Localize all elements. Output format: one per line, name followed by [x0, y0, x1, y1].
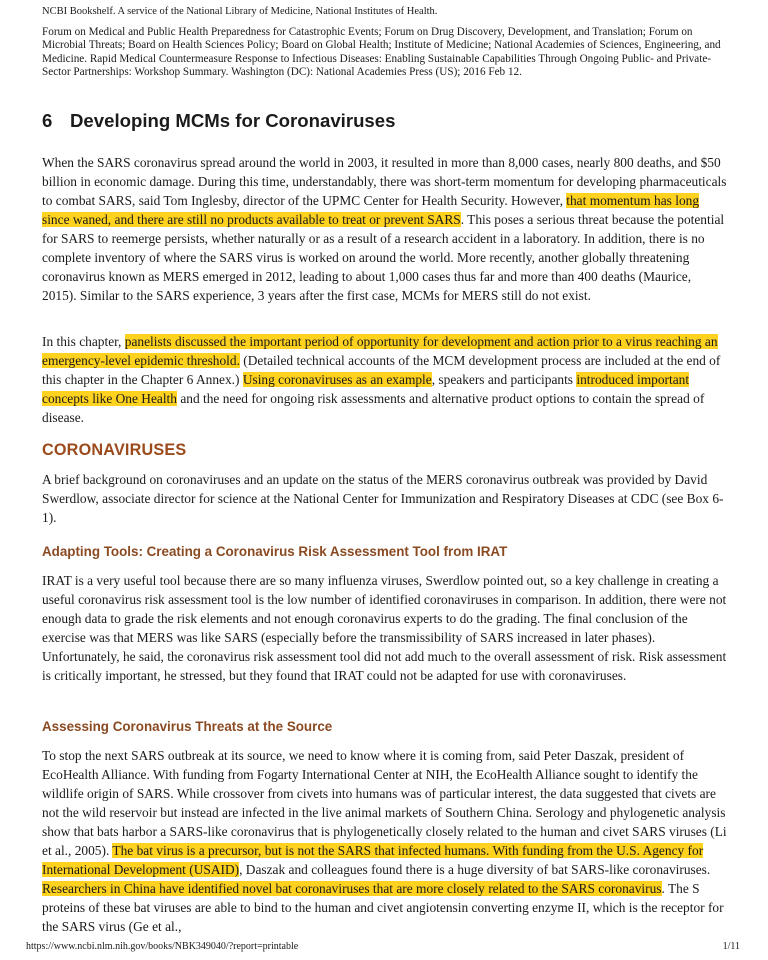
subheading-assessing-threats: Assessing Coronavirus Threats at the Source	[42, 719, 333, 734]
box-reference-link[interactable]: Box 6-1	[42, 491, 724, 525]
highlight: introduced important concepts like One Health	[42, 372, 690, 406]
text-run: In this chapter,	[42, 334, 125, 349]
text-run: To stop the next SARS outbreak at its source, we need to know where it is coming from, said Peter Daszak, president of EcoHealth Alliance. With funding from Fogarty International Center at NIH, the EcoHealth Alliance sought to identify the wildlife origin of SARS. While crossover from civets into humans was of particular interest, the data suggested that civets are not the wild reservoir but instead are infected in the live animal markets of Southern China. Serology and phylogenetic analysis show that bats harbor a SARS-like coronavirus that is phylogenetically closely related to the human and civet SARS viruses (	[42, 748, 726, 839]
text-run: ). Similar to the SARS experience, 3 years after the first case, MCMs for MERS still do not exist.	[68, 288, 591, 303]
highlight: Researchers in China have identified novel bat coronaviruses that are more closely related to the SARS coronavirus	[42, 881, 662, 896]
coronaviruses-paragraph	[42, 470, 728, 527]
text-run: ).	[101, 843, 113, 858]
intro-paragraph-1	[42, 153, 728, 305]
text-run: and the need for ongoing risk assessments and alternative product options to contain the spread of disease.	[42, 391, 705, 425]
chapter-title-text: Developing MCMs for Coronaviruses	[70, 110, 396, 131]
subheading-adapting-tools: Adapting Tools: Creating a Coronavirus Risk Assessment Tool from IRAT	[42, 544, 508, 559]
highlight: Using coronaviruses as an example	[242, 372, 432, 387]
chapter-title	[42, 110, 395, 132]
reference-link[interactable]: Li et al., 2005	[42, 824, 727, 858]
text-run: , speakers and participants	[431, 372, 577, 387]
text-run: . This poses a serious threat because the potential for SARS to reemerge persists, whether naturally or as a result of a research accident in a laboratory. In addition, there is no complete inventory of where the SARS virus is worked on around the world. More recently, another globally threatening coronavirus known as MERS emerged in 2012, leading to about 1,000 cases thus far and more than 400 deaths (	[42, 212, 725, 284]
section-heading-coronaviruses: CORONAVIRUSES	[42, 441, 187, 459]
ncbi-banner: NCBI Bookshelf. A service of the National Library of Medicine, National Institutes of Health.	[42, 6, 438, 17]
adapting-tools-paragraph: IRAT is a very useful tool because there are so many influenza viruses, Swerdlow pointed out, so a key challenge in creating a useful coronavirus risk assessment tool is the low number of identified coronaviruses in comparison. In addition, there were not enough data to grade the risk elements and not enough coronavirus experts to do the grading. The final conclusion of the exercise was that MERS was like SARS (especially before the transmissibility of SARS increased in later phases). Unfortunately, he said, the coronavirus risk assessment tool did not add much to the overall assessment of risk. Risk assessment is critically important, he stressed, but they found that IRAT could not be adapted for use with coronaviruses.	[42, 573, 727, 683]
text-run: . The S proteins of these bat viruses are able to bind to the human and civet angiotensin converting enzyme II, which is the receptor for the SARS virus (Ge et al.,	[42, 881, 724, 934]
page-number: 1/11	[722, 941, 740, 952]
chapter-number: 6	[42, 110, 53, 131]
highlight: that momentum has long since waned, and there are still no products available to treat or prevent SARS	[42, 193, 700, 227]
highlight: panelists discussed the important period of opportunity for development and action prior to a virus reaching an emergency-level epidemic threshold.	[42, 334, 718, 368]
citation-text: Forum on Medical and Public Health Preparedness for Catastrophic Events; Forum on Drug Discovery, Development, and Translation; Forum on Microbial Threats; Board on Health Sciences Policy; Board on Global Health; Institute of Medicine; National Academies of Sciences, Engineering, and Medicine. Rapid Medical Countermeasure Response to Infectious Diseases: Enabling Sustainable Capabilities Through Ongoing Public- and Private-Sector Partnerships: Workshop Summary. Washington (DC): National Academies Press (US); 2016 Feb 12.	[42, 26, 721, 78]
footer-url: https://www.ncbi.nlm.nih.gov/books/NBK349040/?report=printable	[26, 941, 299, 952]
text-run: , Daszak and colleagues found there is a huge diversity of bat SARS-like coronaviruses.	[239, 862, 711, 877]
text-run: (Detailed technical accounts of the MCM development process are included at the end of this chapter in the Chapter 6 Annex.)	[42, 353, 721, 387]
text-run: ).	[48, 510, 57, 525]
intro-paragraph-2	[42, 332, 728, 427]
text-run: A brief background on coronaviruses and an update on the status of the MERS coronavirus outbreak was provided by David Swerdlow, associate director for science at the National Center for Immunization and Respiratory Diseases at CDC (see	[42, 472, 708, 506]
highlight: The bat virus is a precursor, but is not the SARS that infected humans. With funding from the U.S. Agency for International Development (USAID)	[42, 843, 704, 877]
reference-link[interactable]: Maurice, 2015	[42, 269, 692, 303]
text-run: When the SARS coronavirus spread around the world in 2003, it resulted in more than 8,000 cases, nearly 800 deaths, and $50 billion in economic damage. During this time, understandably, there was short-term momentum for developing pharmaceuticals to combat SARS, said Tom Inglesby, director of the UPMC Center for Health Security. However,	[42, 155, 727, 208]
assessing-threats-paragraph	[42, 746, 728, 936]
